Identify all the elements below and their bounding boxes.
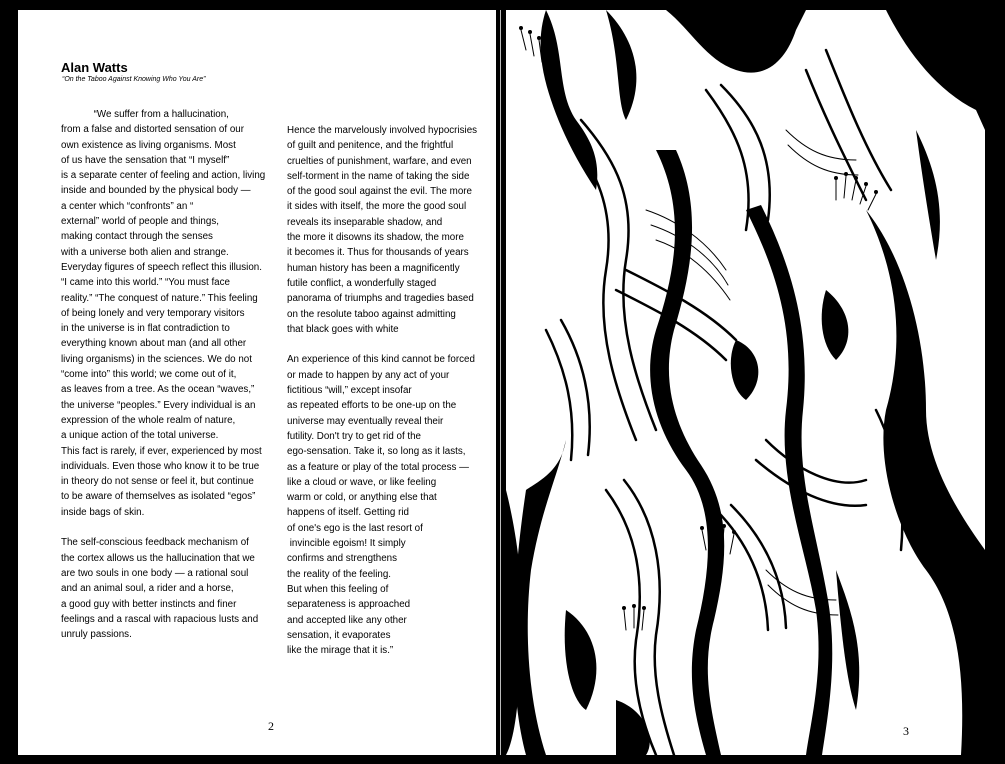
text-column-left bbox=[61, 107, 281, 642]
text-line: of us have the sensation that “I myself” bbox=[61, 154, 230, 166]
text-line: the universe “peoples.” Every individual is an bbox=[61, 399, 256, 411]
text-line: self-torment in the name of taking the side bbox=[287, 170, 470, 182]
page-fold-divider bbox=[500, 10, 501, 755]
text-line: feelings and a rascal with rapacious lusts and bbox=[61, 613, 259, 625]
text-line: making contact through the senses bbox=[61, 231, 213, 243]
text-line: with a universe both alien and strange. bbox=[61, 246, 229, 258]
text-line: from a false and distorted sensation of our bbox=[61, 124, 244, 136]
text-line: of guilt and penitence, and the frightful bbox=[287, 140, 454, 152]
text-line: it becomes it. Thus for thousands of years bbox=[287, 247, 469, 259]
text-line: ego-sensation. Take it, so long as it lasts, bbox=[287, 446, 466, 458]
text-line: invincible egoism! It simply bbox=[287, 538, 406, 550]
paragraph-gap bbox=[287, 337, 496, 352]
text-line: and accepted like any other bbox=[287, 614, 407, 626]
text-line: and an animal soul, a rider and a horse, bbox=[61, 583, 234, 595]
text-line: Everyday figures of speech reflect this illusion. bbox=[61, 261, 262, 273]
text-line: the more it disowns its shadow, the more bbox=[287, 232, 464, 244]
text-line: inside and bounded by the physical body — bbox=[61, 185, 251, 197]
text-line: of one's ego is the last resort of bbox=[287, 522, 423, 534]
left-page bbox=[18, 10, 496, 755]
text-line: a good guy with better instincts and finer bbox=[61, 598, 237, 610]
text-line: “I came into this world.” “You must face bbox=[61, 277, 230, 289]
text-line: An experience of this kind cannot be forced bbox=[287, 354, 475, 366]
text-line: are two souls in one body — a rational soul bbox=[61, 567, 249, 579]
text-line: as a feature or play of the total process — bbox=[287, 461, 469, 473]
text-line: that black goes with white bbox=[287, 323, 399, 335]
text-line: of the good soul against the evil. The more bbox=[287, 186, 472, 198]
text-line: the reality of the feeling. bbox=[287, 568, 392, 580]
paragraph-gap bbox=[61, 520, 281, 535]
text-line: is a separate center of feeling and action, living bbox=[61, 170, 266, 182]
text-line: as repeated efforts to be one-up on the bbox=[287, 400, 457, 412]
text-line: human history has been a magnificently bbox=[287, 262, 460, 274]
text-line: separateness is approached bbox=[287, 599, 411, 611]
page-number-left: 2 bbox=[268, 719, 274, 733]
text-line: futile conflict, a wonderfully staged bbox=[287, 277, 437, 289]
text-line: a center which “confronts” an “ bbox=[61, 200, 194, 212]
text-line: everything known about man (and all other bbox=[61, 338, 247, 350]
text-line: universe may eventually reveal their bbox=[287, 415, 444, 427]
text-line: cruelties of punishment, warfare, and even bbox=[287, 155, 472, 167]
text-line: in theory do not sense or feel it, but continue bbox=[61, 476, 254, 488]
text-line: individuals. Even those who know it to be true bbox=[61, 460, 260, 472]
text-line: But when this feeling of bbox=[287, 583, 389, 595]
text-line: fictitious “will,” except insofar bbox=[287, 385, 412, 397]
text-column-right bbox=[287, 123, 496, 658]
text-line: inside bags of skin. bbox=[61, 506, 145, 518]
text-line: like the mirage that it is.” bbox=[287, 645, 394, 657]
text-line: in the universe is in flat contradiction to bbox=[61, 323, 230, 335]
text-line: happens of itself. Getting rid bbox=[287, 507, 409, 519]
text-line: on the resolute taboo against admitting bbox=[287, 308, 456, 320]
text-line: This fact is rarely, if ever, experienced by most bbox=[61, 445, 262, 457]
text-line: of being lonely and very temporary visitors bbox=[61, 307, 245, 319]
text-line: living organisms) in the sciences. We do not bbox=[61, 353, 252, 365]
text-line: unruly passions. bbox=[61, 629, 132, 641]
text-line: expression of the whole realm of nature, bbox=[61, 414, 236, 426]
author-name: Alan Watts bbox=[61, 60, 128, 75]
page-number-right: 3 bbox=[903, 724, 909, 738]
text-line: to be aware of themselves as isolated “egos” bbox=[61, 491, 256, 503]
text-line: external” world of people and things, bbox=[61, 216, 219, 228]
text-line: reality.” “The conquest of nature.” This feeling bbox=[61, 292, 258, 304]
text-line: warm or cold, or anything else that bbox=[287, 492, 437, 504]
text-line: the cortex allows us the hallucination that we bbox=[61, 552, 255, 564]
essay-subtitle: “On the Taboo Against Knowing Who You Are” bbox=[62, 76, 206, 83]
text-line: or made to happen by any act of your bbox=[287, 369, 450, 381]
text-line: futility. Don't try to get rid of the bbox=[287, 430, 422, 442]
text-line: like a cloud or wave, or like feeling bbox=[287, 476, 437, 488]
text-line: The self-conscious feedback mechanism of bbox=[61, 537, 249, 549]
text-line: reveals its inseparable shadow, and bbox=[287, 216, 443, 228]
text-line: as leaves from a tree. As the ocean “waves,” bbox=[61, 384, 255, 396]
text-line: it sides with itself, the more the good soul bbox=[287, 201, 467, 213]
right-page bbox=[506, 10, 985, 755]
abstract-ink-drawing-icon bbox=[506, 10, 985, 755]
text-line: “We suffer from a hallucination, bbox=[61, 109, 229, 120]
text-line: confirms and strengthens bbox=[287, 553, 397, 565]
text-line: sensation, it evaporates bbox=[287, 629, 391, 641]
text-line: panorama of triumphs and tragedies based bbox=[287, 293, 474, 305]
text-line: Hence the marvelously involved hypocrisies bbox=[287, 125, 478, 136]
text-line: “come into” this world; we come out of it, bbox=[61, 369, 237, 381]
text-line: own existence as living organisms. Most bbox=[61, 139, 236, 151]
text-line: a unique action of the total universe. bbox=[61, 430, 219, 442]
